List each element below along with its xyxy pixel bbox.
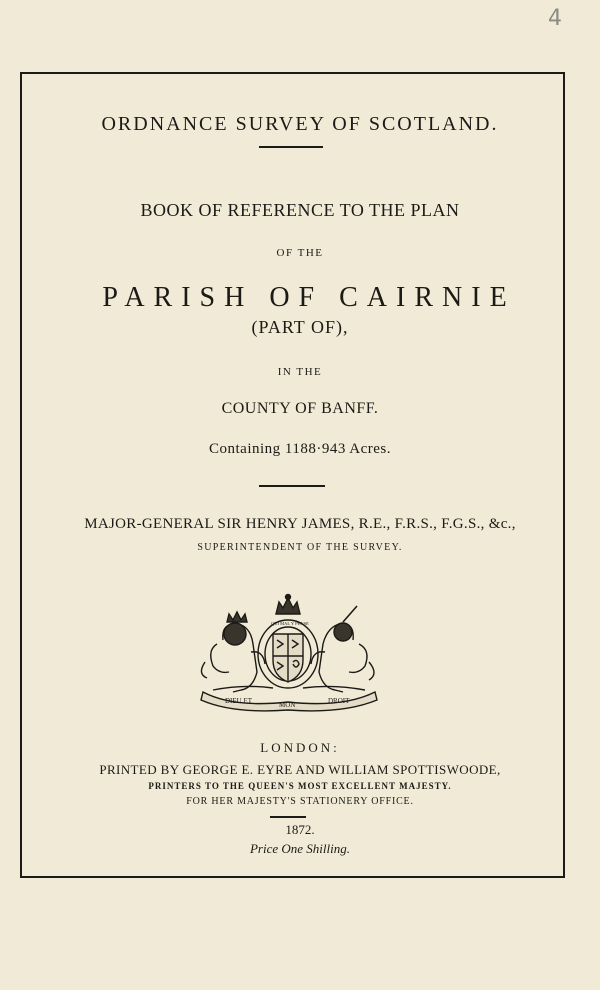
publication-year: 1872.: [285, 822, 315, 837]
parish-name: PARISH OF CAIRNIE: [102, 282, 516, 313]
divider-rule-middle: [259, 485, 325, 487]
survey-title: ORDNANCE SURVEY OF SCOTLAND.: [101, 113, 499, 135]
acreage-text: Containing 1188·943 Acres.: [208, 441, 391, 457]
divider-rule-bottom: [270, 816, 306, 818]
superintendent-name: MAJOR-GENERAL SIR HENRY JAMES, R.E., F.R.S., F.G.S., &c.,: [84, 516, 516, 532]
divider-rule-top: [259, 146, 323, 148]
motto-right: DROIT: [328, 697, 350, 705]
stationery-office: FOR HER MAJESTY'S STATIONERY OFFICE.: [186, 796, 414, 807]
price-text: Price One Shilling.: [249, 841, 350, 856]
publication-city: LONDON:: [260, 740, 340, 755]
garter-motto: QUI MAL Y PENSE: [271, 621, 309, 626]
superintendent-role: SUPERINTENDENT OF THE SURVEY.: [197, 542, 403, 553]
title-page-border: [20, 72, 565, 878]
book-title: BOOK OF REFERENCE TO THE PLAN: [140, 200, 460, 220]
in-the-text: IN THE: [277, 366, 323, 378]
motto-left: DIEU ET: [225, 697, 253, 705]
part-of-text: (PART OF),: [251, 317, 349, 337]
royal-coat-of-arms-icon: [193, 592, 383, 712]
of-the-text: OF THE: [276, 247, 324, 259]
printer-appointment: PRINTERS TO THE QUEEN'S MOST EXCELLENT MAJESTY.: [148, 781, 452, 791]
page-number: 4: [548, 6, 562, 31]
motto-mid: MON: [279, 701, 296, 709]
printer-names: PRINTED BY GEORGE E. EYRE AND WILLIAM SPOTTISWOODE,: [99, 762, 501, 777]
county-name: COUNTY OF BANFF.: [221, 400, 379, 417]
